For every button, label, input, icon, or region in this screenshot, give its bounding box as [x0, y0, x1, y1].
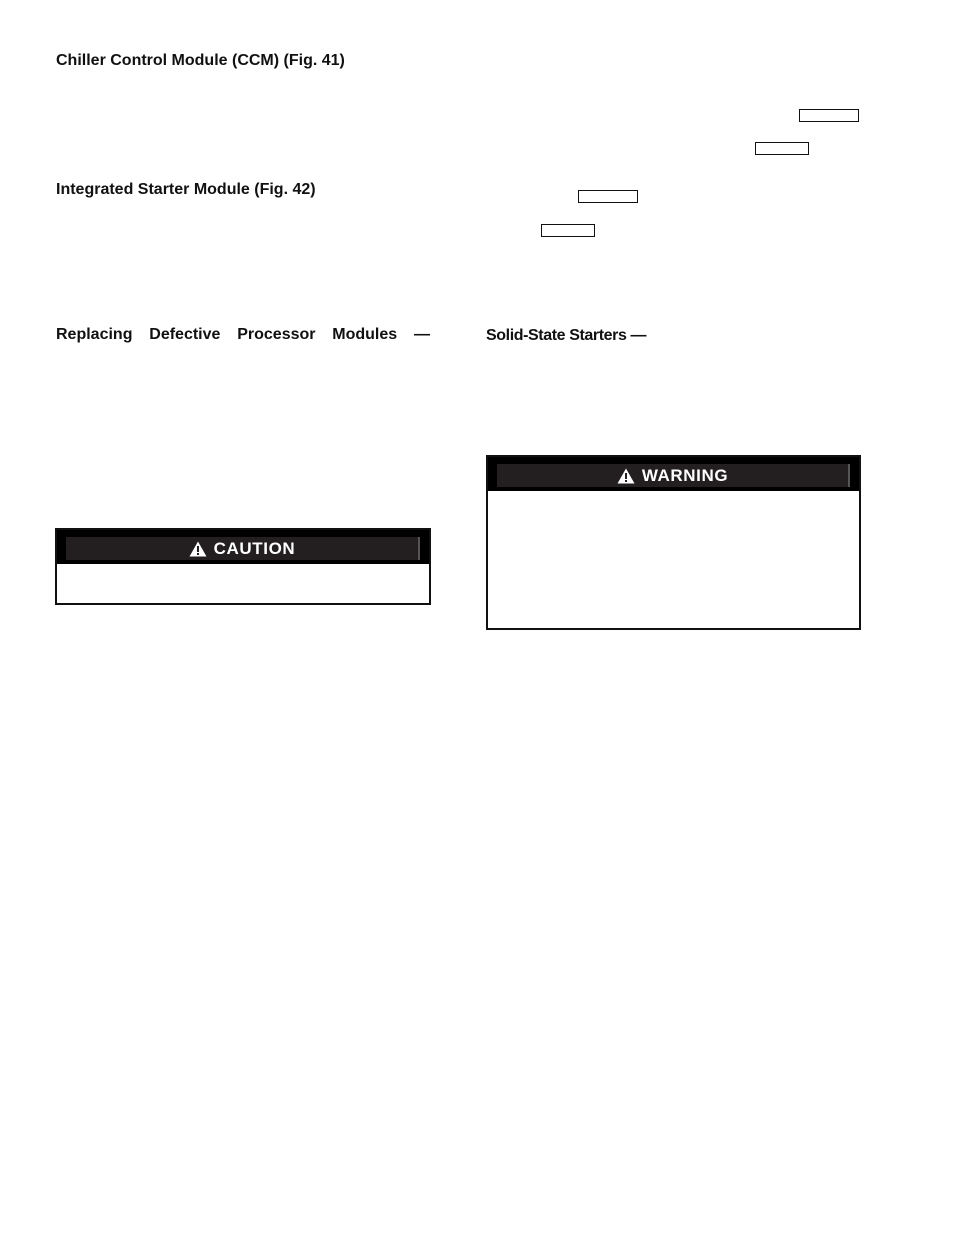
softkey-box	[578, 190, 638, 203]
warning-box	[486, 455, 861, 630]
warning-triangle-icon	[189, 541, 207, 557]
caution-banner-label	[66, 537, 420, 560]
heading-word: Defective	[149, 326, 221, 343]
heading-dash: —	[413, 326, 430, 343]
softkey-box	[755, 142, 809, 155]
softkey-box	[799, 109, 859, 122]
heading-chiller-control-module: Chiller Control Module (CCM) (Fig. 41)	[56, 52, 345, 69]
heading-integrated-starter-module: Integrated Starter Module (Fig. 42)	[56, 181, 316, 198]
heading-word: Replacing	[56, 326, 133, 343]
heading-word: Modules	[332, 326, 398, 343]
warning-label: WARNING	[641, 465, 729, 485]
heading-word: Processor	[237, 326, 316, 343]
warning-banner	[488, 457, 859, 491]
caution-label: CAUTION	[213, 538, 296, 558]
caution-banner	[57, 530, 429, 564]
warning-triangle-icon	[617, 468, 635, 484]
caution-box	[55, 528, 431, 605]
warning-banner-label	[497, 464, 850, 487]
heading-replacing-defective-processor-modules	[56, 325, 430, 345]
heading-solid-state-starters: Solid-State Starters —	[486, 327, 647, 344]
softkey-box	[541, 224, 595, 237]
